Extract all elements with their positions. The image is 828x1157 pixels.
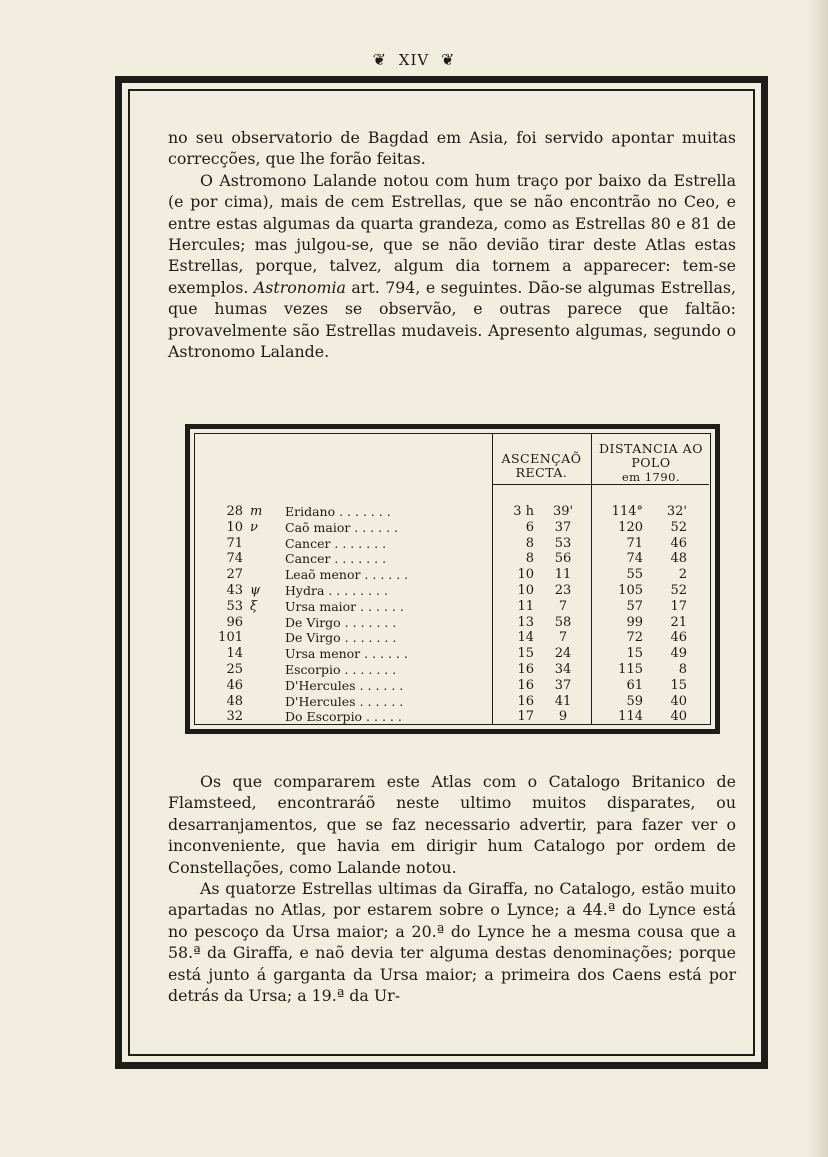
row-hours: 3 h [513,504,534,519]
star-table [185,424,720,734]
row-arcminutes: 52 [670,519,687,535]
paragraph-4: As quatorze Estrellas ultimas da Giraffa, no Catalogo, estão muito apartadas no Atlas, por estarem sobre o Lynce; a 44.ª do Lynce está no pescoço da Ursa maior; a 20.ª do Lynce he a mesma cousa que a 58.ª da Giraffa, e naõ devia ter alguma destas denominações; porque está junto á garganta da Ursa maior; a primeira dos Caens está por detrás da Ursa; a 19.ª da Ur- [168,879,736,1006]
row-arcminutes: 8 [678,661,687,677]
row-arcminutes: 2 [678,567,687,583]
row-hours: 8 [525,535,534,551]
table-row [195,646,710,662]
row-number: 25 [226,661,243,677]
row-hours: 16 [517,661,534,677]
row-degrees: 114° [611,504,643,519]
row-minutes: 37 [554,677,572,693]
paragraph-2 [168,170,736,363]
row-constellation: Caõ maior . . . . . . [285,519,399,535]
page-edge [810,0,828,1157]
table-row [195,520,710,536]
row-minutes: 24 [554,646,572,662]
table-row [195,709,710,725]
table-row [195,678,710,694]
row-constellation: Cancer . . . . . . . [285,535,387,551]
row-number: 74 [226,551,243,567]
header-ascencao-recta: ASCENÇAÕ RECTA. [501,451,582,480]
row-hours: 11 [517,598,534,614]
row-degrees: 74 [626,551,643,567]
row-degrees: 57 [626,598,643,614]
row-constellation: D'Hercules . . . . . . [285,677,404,693]
row-constellation: De Virgo . . . . . . . [285,630,397,646]
row-minutes: 39' [552,504,574,519]
row-degrees: 71 [626,535,643,551]
row-constellation: Escorpio . . . . . . . [285,661,397,677]
row-number: 10 [226,519,243,535]
table-row [195,694,710,710]
row-arcminutes: 21 [670,614,687,630]
row-degrees: 99 [626,614,643,630]
row-minutes: 37 [554,519,572,535]
row-degrees: 59 [626,693,643,709]
page-frame-inner [128,89,755,1056]
row-constellation: Hydra . . . . . . . . [285,582,388,598]
table-row [195,504,710,520]
row-constellation: De Virgo . . . . . . . [285,614,397,630]
row-constellation: Eridano . . . . . . . [285,504,391,519]
row-arcminutes: 32' [666,504,687,519]
astronomia-reference: Astronomia [253,277,346,297]
table-row [195,630,710,646]
table-row [195,615,710,631]
row-arcminutes: 48 [670,551,687,567]
table-row [195,536,710,552]
row-degrees: 72 [626,630,643,646]
row-arcminutes: 46 [670,535,687,551]
row-minutes: 58 [554,614,572,630]
row-minutes: 53 [554,535,572,551]
row-hours: 17 [517,709,534,725]
row-constellation: Do Escorpio . . . . . [285,709,402,725]
row-minutes: 7 [558,598,568,614]
table-row [195,599,710,615]
row-minutes: 11 [554,567,572,583]
row-number: 101 [218,630,243,646]
row-arcminutes: 46 [670,630,687,646]
row-hours: 16 [517,677,534,693]
star-table-inner [194,433,711,725]
row-degrees: 115 [618,661,643,677]
row-number: 27 [226,567,243,583]
row-number: 96 [226,614,243,630]
row-minutes: 23 [554,582,572,598]
row-hours: 10 [517,582,534,598]
row-minutes: 34 [554,661,572,677]
row-number: 53 [226,598,243,614]
row-minutes: 56 [554,551,572,567]
row-hours: 14 [517,630,534,646]
row-number: 46 [226,677,243,693]
row-hours: 16 [517,693,534,709]
paragraph-2-continuation: art. 794, e seguintes. Dão-se algumas Estrellas, que humas vezes se observão, e outras parece que faltão: provavelmente são Estrellas mudaveis. Apresento algumas, segundo o Astronomo Lalande. [168,277,736,362]
row-number: 32 [226,709,243,725]
row-minutes: 7 [558,630,568,646]
row-minutes: 41 [554,693,572,709]
header-distancia-year: em 1790. [621,470,681,484]
row-symbol: ν [250,519,258,535]
row-arcminutes: 40 [670,693,687,709]
header-distancia-polo: DISTANCIA AO POLO [599,441,703,470]
table-row [195,567,710,583]
header-rule [492,484,591,485]
row-arcminutes: 40 [670,709,687,725]
row-arcminutes: 52 [670,582,687,598]
table-row [195,583,710,599]
row-minutes: 9 [558,709,568,725]
ornament-right-icon: ❦ [441,50,456,69]
row-constellation: Cancer . . . . . . . [285,551,387,567]
row-hours: 13 [517,614,534,630]
row-constellation: Ursa menor . . . . . . [285,646,408,662]
row-hours: 6 [525,519,534,535]
table-rows [195,504,710,725]
row-degrees: 120 [618,519,643,535]
row-number: 43 [226,582,243,598]
row-number: 71 [226,535,243,551]
row-arcminutes: 49 [670,646,687,662]
header-rule [591,484,709,485]
row-number: 28 [226,504,243,519]
row-number: 14 [226,646,243,662]
row-symbol: ξ [250,598,258,614]
page-frame [115,76,768,1069]
row-constellation: Ursa maior . . . . . . [285,598,404,614]
row-hours: 10 [517,567,534,583]
row-degrees: 61 [626,677,643,693]
paragraph-2-text: O Astromono Lalande notou com hum traço por baixo da Estrella (e por cima), mais de cem Estrellas, que se não encontrão no Ceo, e entre estas algumas da quarta grandeza, como as Estrellas 80 e 81 de Hercules; mas julgou-se, que se não devião tirar deste Atlas estas Estrellas, porque, talvez, algum dia tornem a apparecer: tem-se exemplos. [168,170,736,297]
row-constellation: Leaõ menor . . . . . . [285,567,409,583]
row-degrees: 15 [626,646,643,662]
row-number: 48 [226,693,243,709]
row-hours: 8 [525,551,534,567]
row-arcminutes: 17 [670,598,687,614]
table-row [195,551,710,567]
page-number: XIV [398,51,430,69]
row-degrees: 114 [618,709,643,725]
row-arcminutes: 15 [670,677,687,693]
top-text-block [168,127,736,362]
page-header [0,50,828,69]
ornament-left-icon: ❦ [372,50,387,69]
bottom-text-block [168,771,736,1006]
paragraph-1: no seu observatorio de Bagdad em Asia, foi servido apontar muitas correcções, que lhe forão feitas. [168,128,736,169]
row-symbol: ψ [250,582,261,598]
row-degrees: 105 [618,582,643,598]
paragraph-3: Os que compararem este Atlas com o Catalogo Britanico de Flamsteed, encontraráõ neste ultimo muitos disparates, ou desarranjamentos, que se faz necessario advertir, para fazer ver o inconveniente, que havia em dirigir hum Catalogo por ordem de Constellações, como Lalande notou. [168,772,736,877]
row-constellation: D'Hercules . . . . . . [285,693,404,709]
row-degrees: 55 [626,567,643,583]
row-hours: 15 [517,646,534,662]
row-symbol: m [250,504,263,519]
table-row [195,662,710,678]
